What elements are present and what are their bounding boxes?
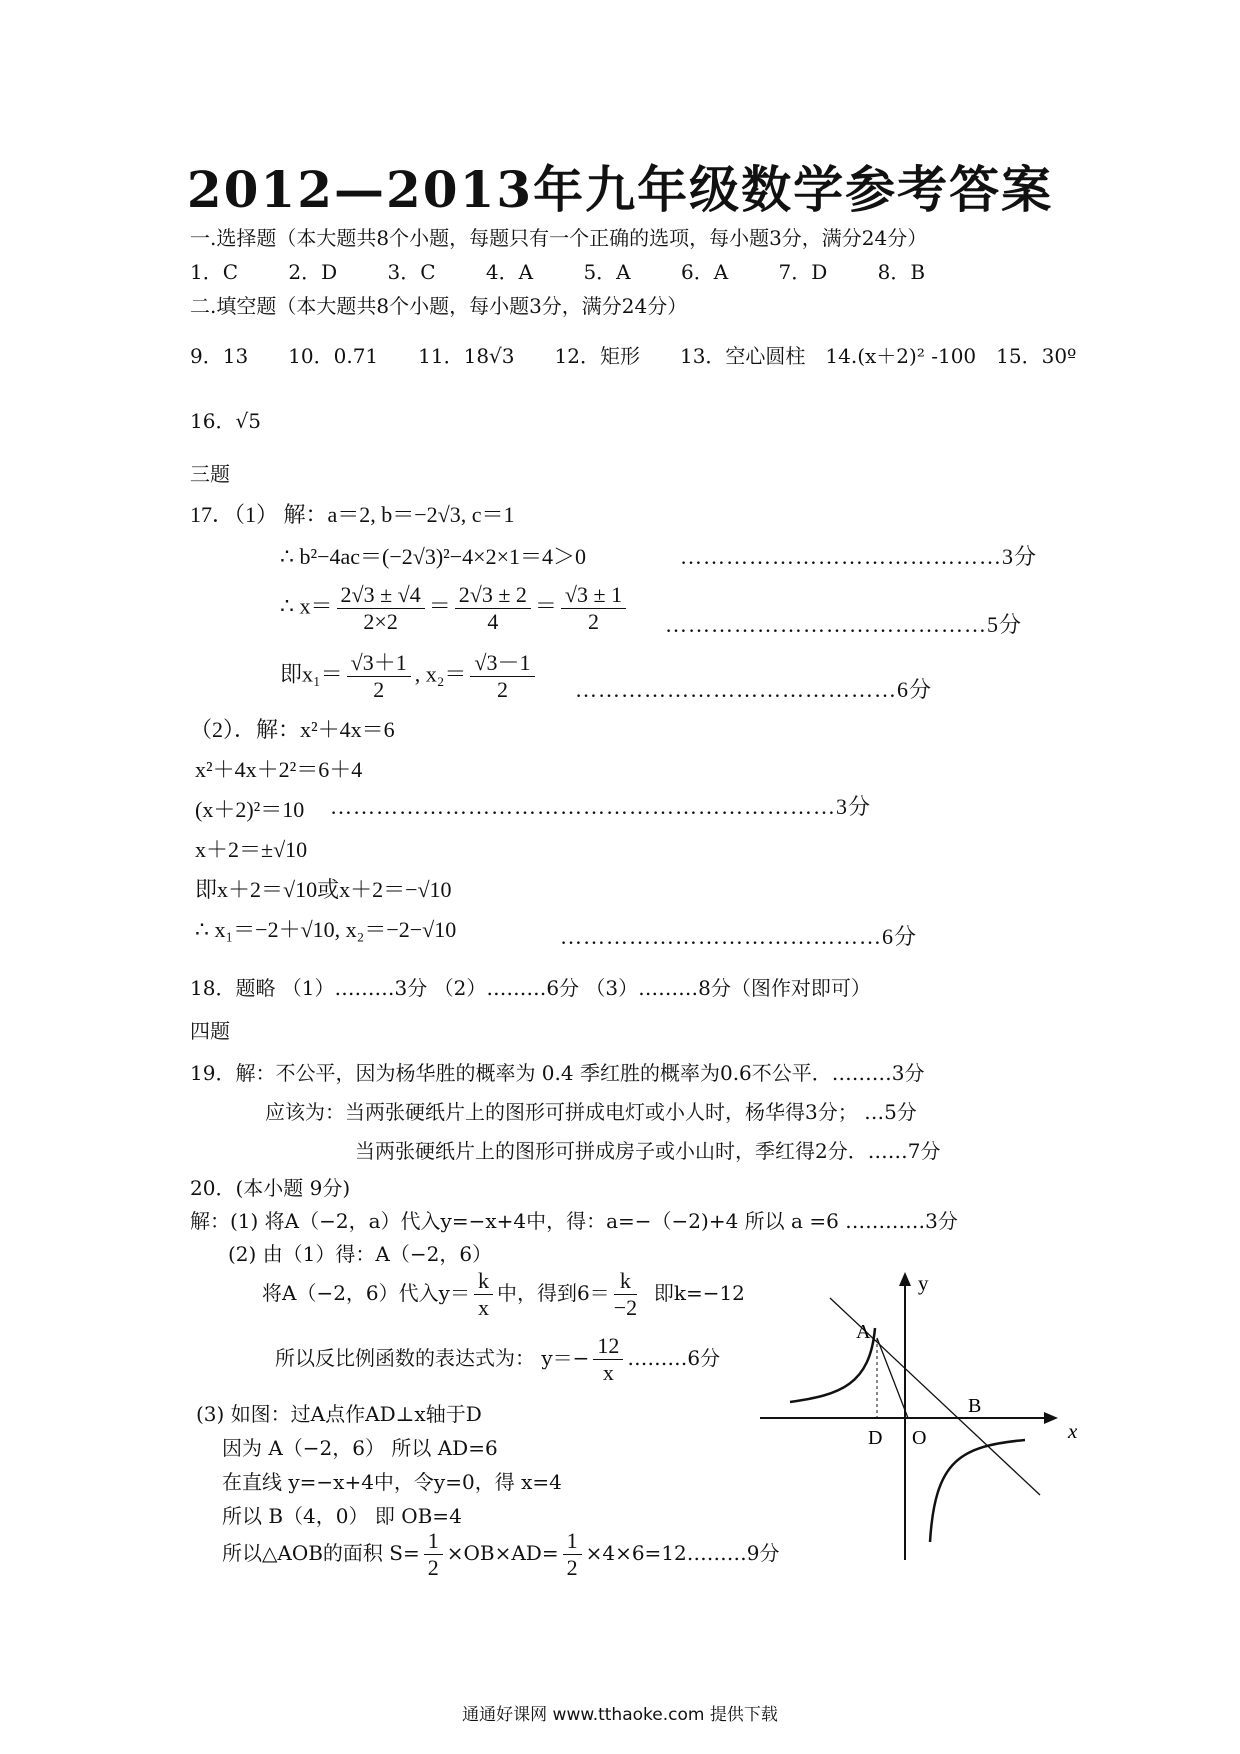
q19-line-b: 应该为：当两张硬纸片上的图形可拼成电灯或小人时，杨华得3分； …5分 (265, 1100, 917, 1124)
q20-line-c (262, 1268, 745, 1321)
q17-2-score-6: ……………………………………6分 (560, 924, 918, 949)
section1-heading: 一.选择题（本大题共8个小题，每题只有一个正确的选项，每小题3分，满分24分） (190, 226, 928, 250)
answer-item: 8．B (877, 260, 926, 284)
answer-item: 4．A (485, 260, 534, 284)
numerator: 2√3 ± √4 (337, 582, 425, 609)
expr-prefix: ∴ x＝ (280, 593, 333, 619)
denominator: x (602, 1360, 614, 1385)
numerator: k (614, 1268, 637, 1295)
page-title: 2012—2013年九年级数学参考答案 (186, 160, 1054, 219)
q17-2-line-b: x²＋4x＋2²＝6＋4 (195, 757, 363, 782)
graph-label-D: D (868, 1427, 883, 1449)
denominator: 2 (427, 1555, 439, 1580)
q17-1-line-a: 17．（1） 解：a＝2, b＝−2√3, c＝1 (190, 502, 515, 527)
denominator: −2 (613, 1295, 638, 1320)
denominator: 2 (373, 677, 385, 702)
hyperbola-branch-right (930, 1440, 1025, 1542)
q17-score-3: ……………………………………3分 (680, 544, 1038, 569)
numerator: k (474, 1268, 493, 1295)
graph-label-y: y (918, 1271, 929, 1295)
numerator: 1 (424, 1528, 443, 1555)
graph-label-O: O (912, 1427, 927, 1449)
expr-prefix: 所以△AOB的面积 S= (222, 1541, 420, 1565)
graph-label-A: A (856, 1321, 871, 1343)
page-footer: 通通好课网 www.tthaoke.com 提供下载 (462, 1705, 778, 1725)
answer-item: 3．C (387, 260, 436, 284)
fraction (593, 1333, 623, 1386)
fraction (337, 582, 425, 635)
q17-2-line-d: x＋2＝±√10 (195, 837, 308, 862)
q17-score-6: ……………………………………6分 (575, 677, 933, 702)
fraction (474, 1268, 493, 1321)
fraction (424, 1528, 443, 1581)
fill-answers-line1: 9．13 10．0.71 11．18√3 12．矩形 13．空心圆柱 14.(x＋2)² -100 15．30º (190, 344, 1077, 368)
fraction (563, 1528, 582, 1581)
fill-answers-line2: 16．√5 (190, 409, 261, 433)
q17-1-line-d (280, 650, 539, 703)
function-graph (740, 1260, 1080, 1570)
numerator: √3 ± 1 (561, 582, 626, 609)
q17-2-line-a: （2）．解：x²＋4x＝6 (190, 717, 395, 742)
expr-prefix: 即x₁＝ (280, 661, 343, 687)
q20-line-e: (3) 如图：过A点作AD⊥x轴于D (196, 1402, 482, 1426)
q20-line-h: 所以 B（4，0） 即 OB=4 (222, 1504, 462, 1528)
q17-1-line-b: ∴ b²−4ac＝(−2√3)²−4×2×1＝4＞0 (280, 544, 586, 569)
denominator: x (477, 1295, 489, 1320)
denominator: 2 (566, 1555, 578, 1580)
expr-mid: , x₂＝ (414, 661, 467, 687)
numerator: √3－1 (470, 650, 534, 677)
answer-item: 6．A (680, 260, 729, 284)
y-axis-arrow-icon (899, 1272, 911, 1286)
q19-line-c: 当两张硬纸片上的图形可拼成房子或小山时，季红得2分．……7分 (355, 1139, 941, 1163)
q17-2-score-3: …………………………………………………………3分 (330, 794, 872, 819)
expr-mid: ×OB×AD= (446, 1541, 559, 1565)
numerator: 2√3 ± 2 (455, 582, 531, 609)
denominator: 4 (487, 609, 499, 634)
q20-heading: 20．(本小题 9分) (190, 1176, 351, 1200)
answer-item: 1．C (190, 260, 239, 284)
section4-heading: 四题 (190, 1019, 230, 1043)
expr-mid: 中，得到6＝ (496, 1281, 610, 1305)
answer-item: 7．D (778, 260, 828, 284)
expr-prefix: 将A（−2，6）代入y＝ (262, 1281, 470, 1305)
q18-line: 18．题略 （1）………3分 （2）………6分 （3）………8分（图作对即可） (190, 976, 871, 1000)
answer-item: 5．A (583, 260, 631, 284)
answer-item: 2．D (288, 260, 338, 284)
fraction (614, 1268, 637, 1321)
q17-2-line-e: 即x＋2＝√10或x＋2＝−√10 (195, 877, 452, 902)
denominator: 2×2 (363, 609, 398, 634)
numerator: 12 (593, 1333, 623, 1360)
graph-label-x: x (1068, 1419, 1078, 1443)
denominator: 2 (588, 609, 599, 634)
fraction (455, 582, 531, 635)
denominator: 2 (496, 677, 508, 702)
section3-heading: 三题 (190, 462, 230, 486)
numerator: 1 (563, 1528, 582, 1555)
q20-line-b: (2) 由（1）得：A（−2，6） (228, 1242, 493, 1266)
x-axis-arrow-icon (1044, 1412, 1058, 1424)
expr-prefix: 所以反比例函数的表达式为： y＝− (275, 1346, 590, 1370)
expr-post: ×4×6=12………9分 (585, 1541, 780, 1565)
graph-label-B: B (968, 1395, 982, 1417)
q17-1-line-c: ∴ x＝ $\frac{2√3 \pm √4}{2\times 2}$ ＝ $\frac{2√3 \pm 2}{4}$ ＝ $\frac{√3 \pm 1}{2}$ (280, 582, 630, 635)
q17-2-line-c: (x＋2)²＝10 (195, 797, 305, 822)
q20-line-i (222, 1528, 780, 1581)
q20-line-g: 在直线 y=−x+4中，令y=0，得 x=4 (222, 1470, 562, 1494)
q19-line-a: 19．解：不公平，因为杨华胜的概率为 0.4 季红胜的概率为0.6不公平．………3分 (190, 1061, 925, 1085)
q17-2-line-f: ∴ x₁＝−2＋√10, x₂＝−2−√10 (195, 917, 457, 942)
segment-AO (877, 1338, 908, 1418)
fraction (470, 650, 534, 703)
fraction (561, 582, 626, 635)
q17-score-5: ……………………………………5分 (665, 612, 1023, 637)
q20-line-f: 因为 A（−2，6） 所以 AD=6 (222, 1436, 498, 1460)
numerator: √3＋1 (347, 650, 411, 677)
q20-line-d (275, 1333, 720, 1386)
expr-post: 即k=−12 (653, 1281, 745, 1305)
q20-line-a: 解：(1) 将A（−2，a）代入y=−x+4中，得：a=−（−2)+4 所以 a =6 …………3分 (190, 1209, 958, 1233)
choice-answers (190, 256, 969, 285)
expr-post: ………6分 (627, 1346, 721, 1370)
section2-heading: 二.填空题（本大题共8个小题，每小题3分，满分24分） (190, 294, 688, 318)
fraction (347, 650, 411, 703)
